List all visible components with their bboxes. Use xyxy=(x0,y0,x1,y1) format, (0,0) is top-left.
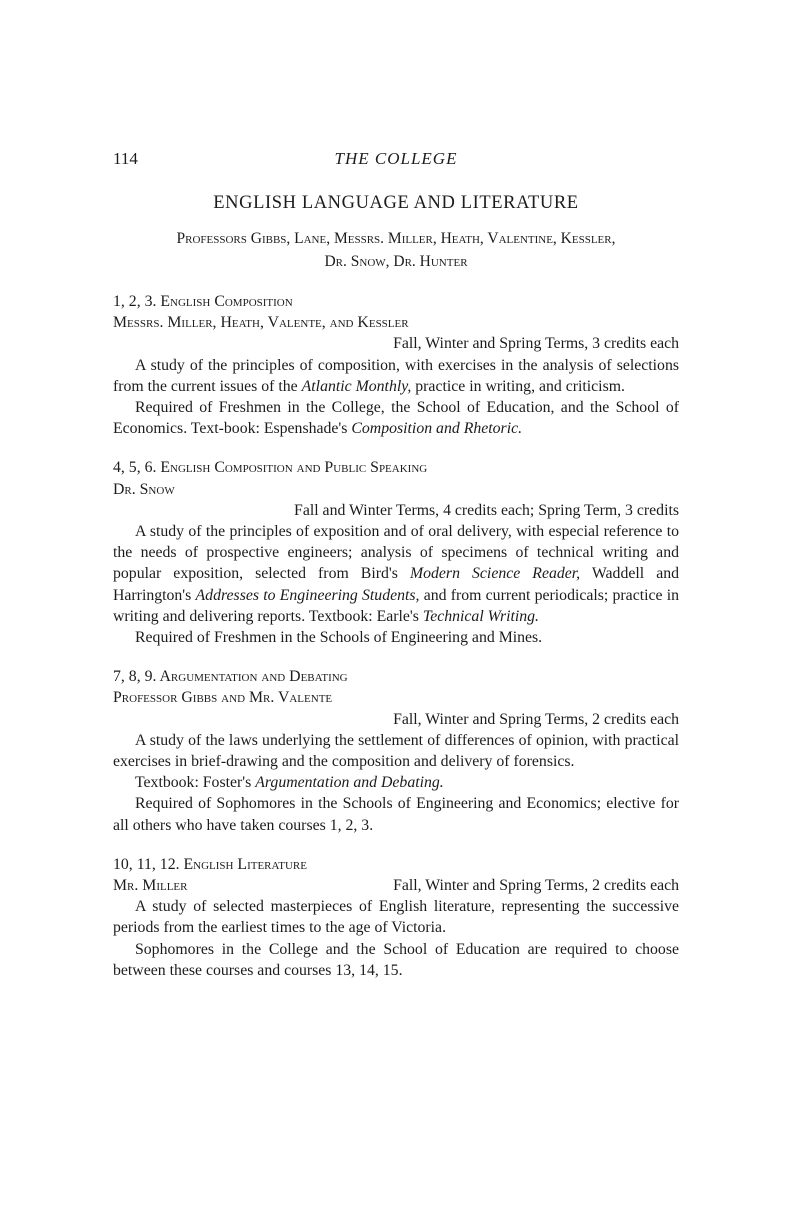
faculty-line: Dr. Snow, Dr. Hunter xyxy=(324,253,468,270)
running-title: THE COLLEGE xyxy=(334,149,458,168)
course-title: 1, 2, 3. English Composition xyxy=(113,293,293,310)
course-instructors: Messrs. Miller, Heath, Valente, and Kessler xyxy=(113,314,409,332)
course-terms: Fall, Winter and Spring Terms, 2 credits each xyxy=(393,710,679,728)
publication-title: Atlantic Monthly, xyxy=(301,377,412,395)
description-text: A study of the principles of exposition and of oral delivery, with especial reference to the needs of prospective engineers; analysis of specimens of technical writing and popular exposition, selected from Bird's xyxy=(113,523,679,583)
course-title: 4, 5, 6. English Composition and Public Speaking xyxy=(113,459,428,477)
textbook-title: Argumentation and Debating. xyxy=(255,774,444,792)
course-entry xyxy=(113,291,679,439)
course-requirement xyxy=(113,397,679,439)
course-entry xyxy=(113,666,679,836)
course-requirement: Required of Freshmen in the Schools of Engineering and Mines. xyxy=(135,629,543,647)
course-instructors: Professor Gibbs and Mr. Valente xyxy=(113,689,333,707)
description-text: practice in writing, and criticism. xyxy=(411,377,625,395)
course-instructors: Dr. Snow xyxy=(113,480,175,498)
course-terms: Fall, Winter and Spring Terms, 2 credits each xyxy=(393,877,679,895)
book-title: Modern Science Reader, xyxy=(409,565,581,583)
course-entry xyxy=(113,854,679,981)
course-title: 10, 11, 12. English Literature xyxy=(113,855,307,873)
course-instructor-terms-row xyxy=(113,875,679,896)
requirement-text: Required of Freshmen in the College, the School of Education, and the School of Economics. Text-book: Espenshade's xyxy=(113,399,679,438)
course-terms: Fall and Winter Terms, 4 credits each; Spring Term, 3 credits xyxy=(294,501,679,519)
textbook-label: Textbook: Foster's xyxy=(135,774,256,792)
catalog-page xyxy=(113,149,679,981)
textbook-title: Technical Writing. xyxy=(422,607,539,625)
section-title: ENGLISH LANGUAGE AND LITERATURE xyxy=(213,193,579,213)
faculty-line: Professors Gibbs, Lane, Messrs. Miller, Heath, Valentine, Kessler, xyxy=(176,230,616,247)
course-description: A study of the laws underlying the settlement of differences of opinion, with practical exercises in brief-drawing and the composition and delivery of forensics. xyxy=(113,731,679,771)
course-description xyxy=(113,521,679,627)
course-entry xyxy=(113,457,679,648)
textbook-title: Composition and Rhetoric. xyxy=(351,420,523,438)
course-terms: Fall, Winter and Spring Terms, 3 credits each xyxy=(393,335,679,353)
course-title: 7, 8, 9. Argumentation and Debating xyxy=(113,668,348,686)
book-title: Addresses to Engineering Students, xyxy=(195,586,420,604)
course-description: A study of selected masterpieces of English literature, representing the successive periods from the earliest times to the age of Victoria. xyxy=(113,898,679,937)
faculty-list xyxy=(113,227,679,273)
course-requirement: Sophomores in the College and the School of Education are required to choose between these courses and courses 13, 14, 15. xyxy=(113,940,679,979)
running-header xyxy=(113,149,679,173)
description-text: Waddell and Harrington's xyxy=(113,565,679,604)
course-requirement: Required of Sophomores in the Schools of Engineering and Economics; elective for all others who have taken courses 1, 2, 3. xyxy=(113,795,679,834)
description-text: A study of the principles of composition, with exercises in the analysis of selections from the current issues of the xyxy=(113,356,679,395)
description-text: and from current periodicals; practice in writing and delivering reports. Textbook: Earle's xyxy=(113,586,680,625)
course-description xyxy=(113,355,679,397)
course-textbook xyxy=(113,772,679,793)
course-instructors: Mr. Miller xyxy=(113,877,188,895)
page-number: 114 xyxy=(113,149,138,168)
